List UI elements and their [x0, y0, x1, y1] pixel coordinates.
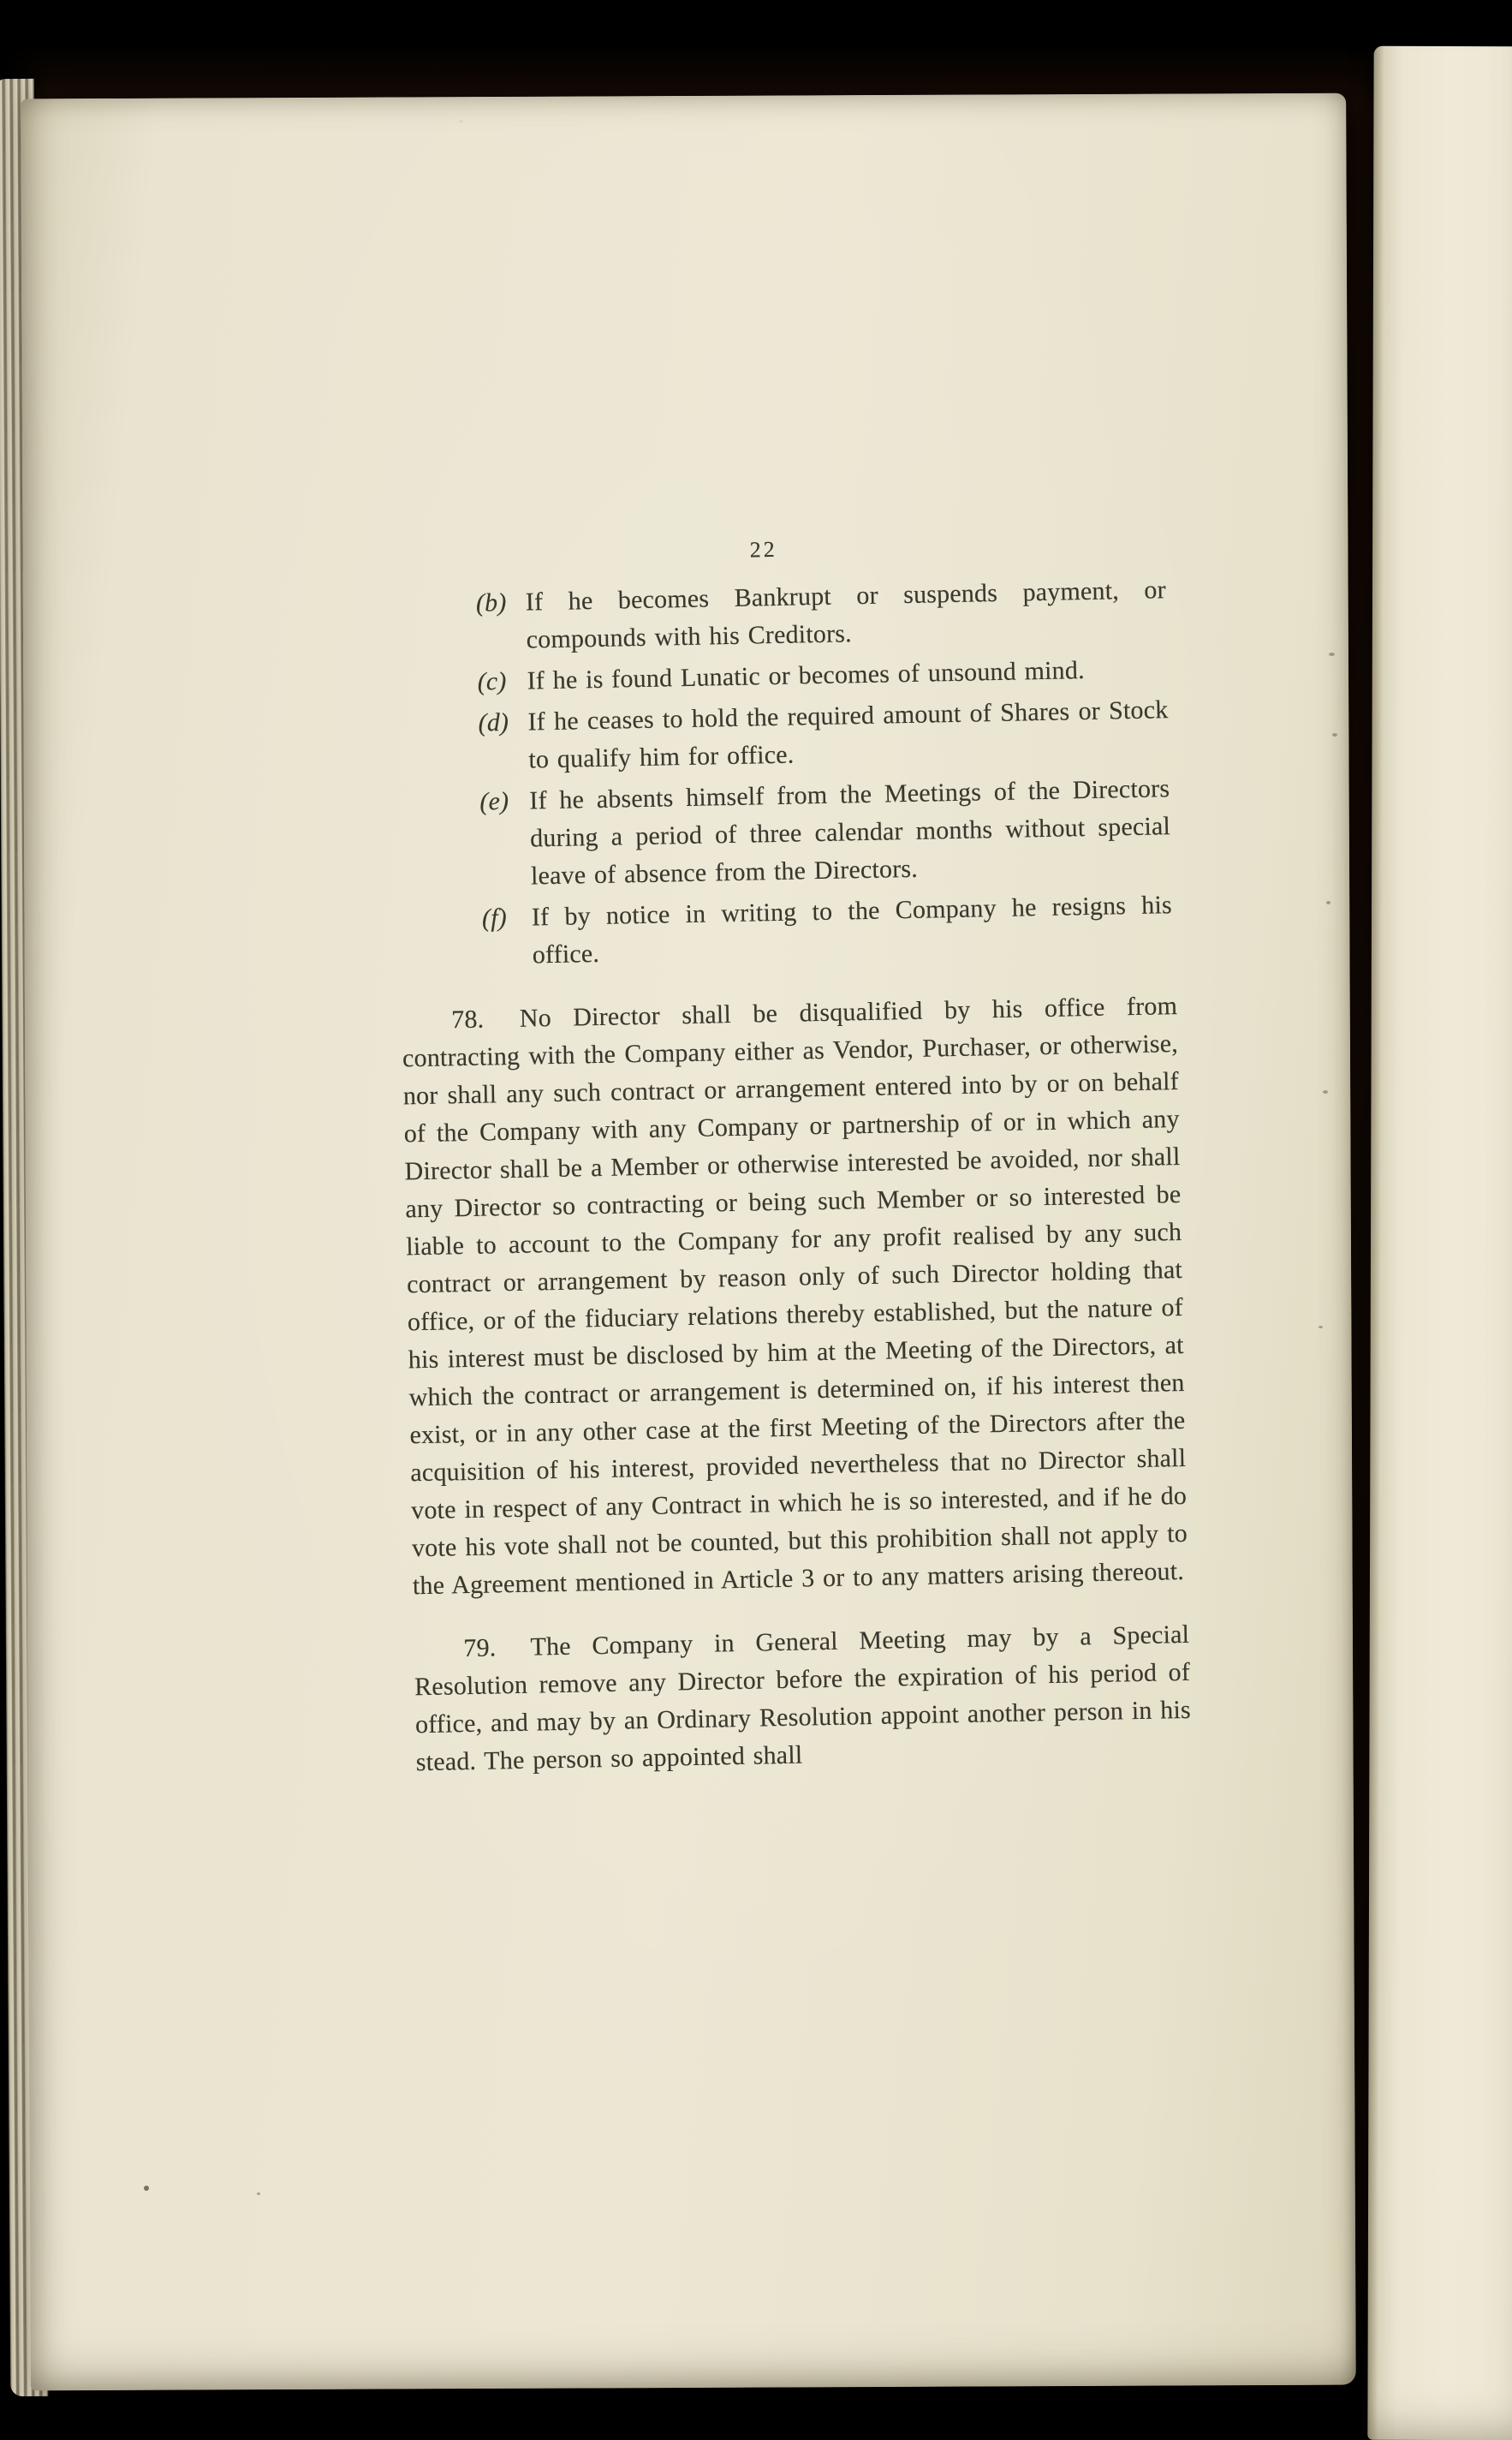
book-page [21, 93, 1356, 2391]
clause-text: If by notice in writing to the Company he resigns his office. [531, 891, 1173, 969]
paper-speck [1319, 1326, 1323, 1328]
clause-label: (e) [479, 786, 509, 816]
paper-speck [1323, 1090, 1328, 1094]
paper-speck [144, 2186, 149, 2191]
page-content [392, 523, 1192, 1781]
next-page-edge [1367, 46, 1512, 2440]
paper-speck [257, 2192, 260, 2195]
clause-label: (d) [478, 707, 509, 737]
article-78 [402, 987, 1188, 1605]
paper-speck [459, 120, 463, 122]
paper-speck [1329, 653, 1335, 656]
clause-item-f [482, 886, 1174, 975]
clause-text: If he is found Lunatic or becomes of unsound mind. [527, 656, 1086, 695]
clause-list [475, 571, 1173, 975]
paper-speck [1332, 733, 1337, 737]
clause-item-b [475, 571, 1167, 659]
clause-text: If he ceases to hold the required amount of Shares or Stock to qualify him for office. [527, 695, 1169, 774]
clause-text: If he becomes Bankrupt or suspends payment, or compounds with his Creditors. [525, 576, 1167, 654]
article-79 [414, 1616, 1192, 1781]
clause-label: (b) [475, 588, 507, 617]
clause-item-d [478, 691, 1170, 779]
clause-item-e [479, 770, 1171, 896]
clause-label: (c) [477, 666, 507, 696]
page-number: 22 [749, 536, 778, 563]
article-text: The Company in General Meeting may by a Special Resolution remove any Director before the expiration of his period of office, and may by an Ordinary Resolution appoint another person in his stead. The person so appointed shall [414, 1620, 1192, 1777]
article-text: No Director shall be disqualified by his office from contracting with the Company either as Vendor, Purchaser, or otherwise, nor shall any such contract or arrangement entered into by or on behalf of the Company with any Company or partnership of or in which any Director shall be a Member or otherwise interested be avoided, nor shall any Director so contracting or being such Member or so interested be liable to account to the Company for any profit realised by any such contract or arrangement by reason only of such Director holding that office, or of the fiduciary relations thereby established, but the nature of his interest must be disclosed by him at the Meeting of the Directors, at which the contract or arrangement is determined on, if his interest then exist, or in any other case at the first Meeting of the Directors after the acquisition of his interest, provided nevertheless that no Director shall vote in respect of any Contract in which he is so interested, and if he do vote his vote shall not be counted, but this prohibition shall not apply to the Agreement mentioned in Article 3 or to any matters arising thereout. [402, 992, 1188, 1601]
clause-text: If he absents himself from the Meetings of the Directors during a period of three calendar months without special leave of absence from the Directors. [529, 774, 1171, 891]
clause-label: (f) [481, 904, 508, 933]
article-number: 79. [462, 1633, 497, 1663]
article-number: 78. [450, 1005, 485, 1035]
paper-speck [1326, 901, 1330, 904]
